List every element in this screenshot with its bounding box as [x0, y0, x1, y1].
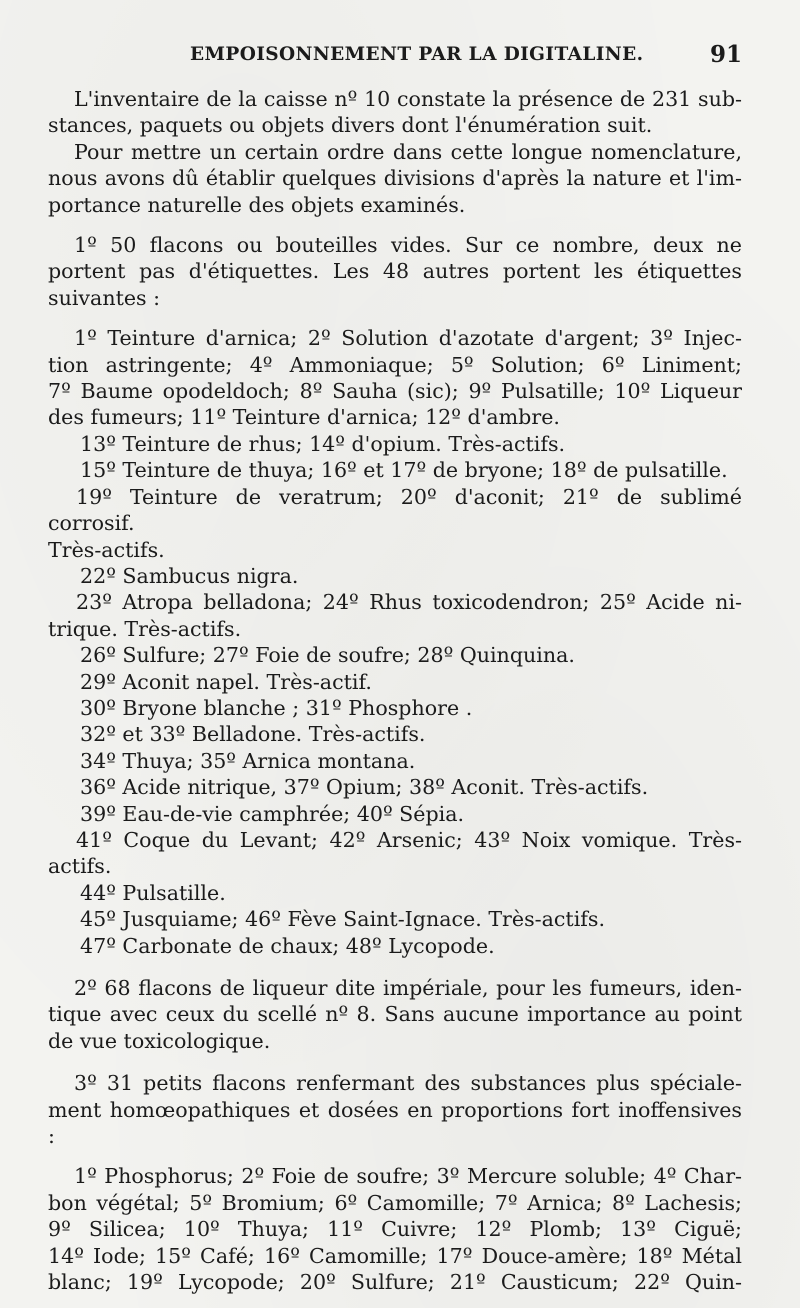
list-line: 7º Baume opodeldoch; 8º Sauha (sic); 9º Pulsatille; 10º Liqueur — [48, 379, 742, 404]
list-item: 26º Sulfure; 27º Foie de soufre; 28º Quinquina. — [80, 643, 575, 668]
page-header — [48, 41, 742, 72]
list-item-continuation: actifs. — [48, 854, 112, 879]
list-item: 44º Pulsatille. — [80, 880, 226, 905]
list-item-continuation: trique. Très-actifs. — [48, 616, 242, 641]
section-heading-line: 3º 31 petits flacons renfermant des substances plus spéciale- — [74, 1071, 742, 1096]
list-line: 1º Teinture d'arnica; 2º Solution d'azotate d'argent; 3º Injec- — [74, 326, 742, 351]
list-item: 45º Jusquiame; 46º Fève Saint-Ignace. Très-actifs. — [80, 907, 606, 932]
list-item: 36º Acide nitrique, 37º Opium; 38º Aconit. Très-actifs. — [80, 775, 649, 800]
list-item: 13º Teinture de rhus; 14º d'opium. Très-actifs. — [80, 431, 566, 456]
list-item-continuation: Très-actifs. — [48, 537, 165, 562]
list-line: tion astringente; 4º Ammoniaque; 5º Solution; 6º Liniment; — [48, 352, 742, 377]
list-item: 29º Aconit napel. Très-actif. — [80, 669, 372, 694]
list-item: 32º et 33º Belladone. Très-actifs. — [80, 722, 426, 747]
text-line: portent pas d'étiquettes. Les 48 autres portent les étiquettes — [48, 259, 742, 284]
list-line: bon végétal; 5º Bromium; 6º Camomille; 7º Arnica; 8º Lachesis; — [48, 1190, 742, 1215]
text-line: Pour mettre un certain ordre dans cette longue nomenclature, — [74, 139, 742, 164]
list-line: des fumeurs; 11º Teinture d'arnica; 12º d'ambre. — [48, 405, 560, 430]
text-line: portance naturelle des objets examinés. — [48, 192, 466, 217]
page-number: 91 — [709, 41, 742, 68]
text-line: suivantes : — [48, 285, 161, 310]
running-title: EMPOISONNEMENT PAR LA DIGITALINE. — [190, 44, 644, 65]
list-item: 41º Coque du Levant; 42º Arsenic; 43º Noix vomique. Très- — [76, 827, 742, 852]
text-line: nous avons dû établir quelques divisions d'après la nature et l'im- — [48, 166, 742, 191]
list-line: blanc; 19º Lycopode; 20º Sulfure; 21º Causticum; 22º Quin- — [48, 1270, 742, 1295]
list-item: 15º Teinture de thuya; 16º et 17º de bryone; 18º de pulsatille. — [80, 458, 728, 483]
section-heading-line: 2º 68 flacons de liqueur dite impériale, pour les fumeurs, iden- — [74, 976, 742, 1000]
list-line: 1º Phosphorus; 2º Foie de soufre; 3º Mercure soluble; 4º Char- — [74, 1164, 742, 1189]
text-line: de vue toxicologique. — [48, 1028, 271, 1053]
section-heading-line: 1º 50 flacons ou bouteilles vides. Sur ce nombre, deux ne — [74, 233, 742, 258]
list-line: 9º Silicea; 10º Thuya; 11º Cuivre; 12º Plomb; 13º Ciguë; — [48, 1217, 742, 1242]
list-line: 14º Iode; 15º Café; 16º Camomille; 17º Douce-amère; 18º Métal — [48, 1243, 742, 1268]
text-line: L'inventaire de la caisse nº 10 constate la présence de 231 sub- — [74, 87, 742, 111]
text-line: stances, paquets ou objets divers dont l'énumération suit. — [48, 113, 653, 138]
list-item: 34º Thuya; 35º Arnica montana. — [80, 748, 416, 773]
list-item: 47º Carbonate de chaux; 48º Lycopode. — [80, 933, 495, 958]
list-item: 19º Teinture de veratrum; 20º d'aconit; 21º de sublimé corrosif. — [48, 484, 742, 536]
list-item: 39º Eau-de-vie camphrée; 40º Sépia. — [80, 801, 465, 826]
list-item: 23º Atropa belladona; 24º Rhus toxicodendron; 25º Acide ni- — [76, 590, 742, 615]
list-item: 22º Sambucus nigra. — [80, 563, 299, 588]
page-body — [48, 86, 742, 1295]
text-line: tique avec ceux du scellé nº 8. Sans aucune importance au point — [48, 1002, 742, 1027]
text-line: ment homœopathiques et dosées en proportions fort inoffensives : — [48, 1097, 742, 1149]
list-item: 30º Bryone blanche ; 31º Phosphore . — [80, 695, 473, 720]
